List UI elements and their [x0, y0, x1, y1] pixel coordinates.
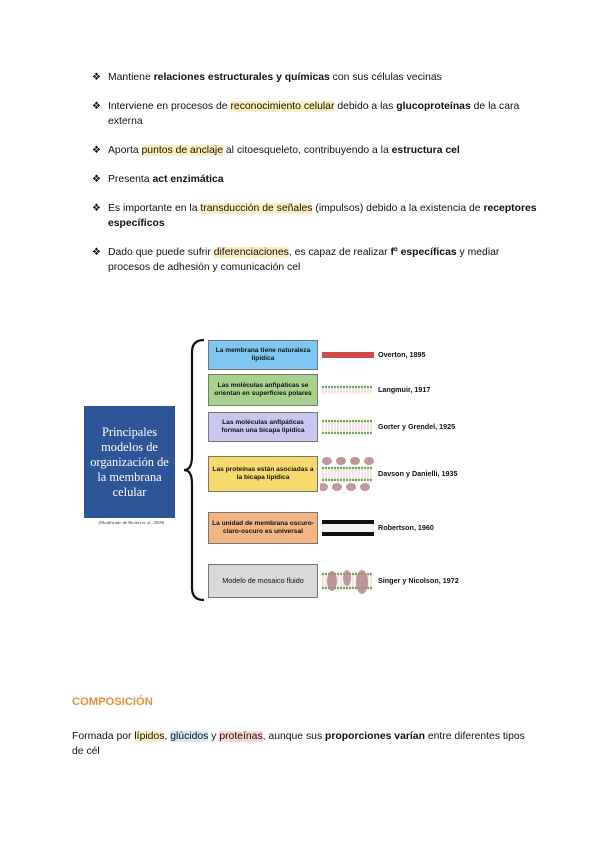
lipid-head [322, 420, 324, 422]
bullet-item [92, 245, 542, 275]
diagram-caption: (Modificado de Becker et al., 2009) [98, 520, 165, 525]
section-heading: COMPOSICIÓN [72, 696, 153, 708]
protein-blob [327, 571, 337, 591]
membrane-layer [322, 352, 374, 358]
text-run: y [208, 731, 220, 742]
bullet-list [92, 70, 542, 289]
diamond-bullet-icon: ❖ [92, 101, 101, 112]
lipid-head [343, 420, 345, 422]
lipid-head [370, 420, 372, 422]
lipid-head [328, 420, 330, 422]
lipid-head [352, 386, 354, 388]
text-run: Es importante en la [108, 203, 201, 214]
lipid-head [355, 432, 357, 434]
highlighted-text: puntos de anclaje [141, 145, 223, 156]
lipid-head [325, 479, 327, 481]
diagram-title: Principales modelos de organización de la membrana celular [90, 424, 169, 499]
lipid-head [325, 432, 327, 434]
model-label: La membrana tiene naturaleza lipídica [215, 346, 311, 362]
membrane-model-icon [320, 409, 376, 445]
text-run: Formada por [72, 731, 135, 742]
bold-text: glucoproteínas [396, 101, 471, 112]
lipid-head [325, 386, 327, 388]
composition-paragraph [72, 729, 532, 759]
lipid-head [370, 573, 372, 575]
lipid-head [334, 386, 336, 388]
lipid-head [370, 479, 372, 481]
lipid-head [352, 587, 354, 589]
lipid-head [367, 432, 369, 434]
lipid-head [322, 479, 324, 481]
highlighted-text: reconocimiento celular [230, 101, 335, 112]
lipid-head [337, 587, 339, 589]
text-run: , [164, 731, 171, 742]
lipid-head [361, 479, 363, 481]
membrane-model-icon [320, 509, 376, 547]
lipid-head [337, 386, 339, 388]
diagram-title-box [84, 406, 175, 518]
lipid-head [364, 432, 366, 434]
diamond-bullet-icon: ❖ [92, 203, 101, 214]
lipid-head [358, 467, 360, 469]
lipid-head [352, 479, 354, 481]
highlighted-text: lípidos [134, 731, 165, 742]
diamond-bullet-icon: ❖ [92, 247, 101, 258]
lipid-head [355, 420, 357, 422]
lipid-head [325, 587, 327, 589]
lipid-head [361, 432, 363, 434]
model-label: Las proteínas están asociadas a la bicapa lipídica [212, 465, 314, 481]
lipid-head [337, 573, 339, 575]
lipid-head [367, 420, 369, 422]
bold-text: fº específicas [390, 247, 457, 258]
text-run: al citoesqueleto, contribuyendo a la [222, 145, 392, 156]
bullet-item [92, 99, 542, 129]
lipid-head [322, 386, 324, 388]
highlighted-text: glúcidos [170, 731, 209, 742]
bullet-item [92, 172, 542, 187]
lipid-head [343, 432, 345, 434]
lipid-head [328, 386, 330, 388]
lipid-head [370, 432, 372, 434]
lipid-head [364, 479, 366, 481]
lipid-head [367, 479, 369, 481]
lipid-head [340, 479, 342, 481]
lipid-head [358, 386, 360, 388]
lipid-head [322, 467, 324, 469]
lipid-head [355, 467, 357, 469]
bold-text: receptores específicos [108, 203, 537, 229]
lipid-head [343, 587, 345, 589]
diamond-bullet-icon: ❖ [92, 145, 101, 156]
lipid-head [331, 432, 333, 434]
bullet-item [92, 201, 542, 231]
lipid-head [349, 467, 351, 469]
lipid-head [337, 432, 339, 434]
membrane-layer [322, 520, 374, 524]
lipid-head [334, 420, 336, 422]
lipid-head [367, 386, 369, 388]
lipid-head [352, 432, 354, 434]
lipid-head [328, 432, 330, 434]
text-run: , es capaz de realizar [288, 247, 391, 258]
lipid-head [325, 573, 327, 575]
lipid-head [340, 386, 342, 388]
text-run: Dado que puede sufrir [108, 247, 214, 258]
text-run: Mantiene [108, 72, 154, 83]
membrane-model-icon [320, 561, 376, 601]
lipid-head [340, 573, 342, 575]
text-run: , aunque sus [262, 731, 326, 742]
lipid-head [355, 479, 357, 481]
lipid-head [352, 467, 354, 469]
model-author: Overton, 1895 [378, 350, 426, 359]
lipid-head [349, 479, 351, 481]
lipid-head [340, 467, 342, 469]
lipid-head [331, 467, 333, 469]
text-run: (impulsos) debido a la existencia de [312, 203, 484, 214]
protein-blob [343, 570, 351, 586]
lipid-head [364, 386, 366, 388]
lipid-head [370, 386, 372, 388]
model-label: Las moléculas anfipáticas forman una bicapa lipídica [221, 418, 305, 434]
lipid-head [334, 432, 336, 434]
model-box [208, 340, 318, 370]
model-box [208, 512, 318, 544]
model-author: Gorter y Grendel, 1925 [378, 422, 456, 431]
protein-blob [356, 570, 368, 594]
lipid-head [364, 467, 366, 469]
bullet-item [92, 70, 542, 85]
model-author: Langmuir, 1917 [378, 385, 431, 394]
membrane-model-icon [320, 371, 376, 409]
lipid-head [346, 420, 348, 422]
lipid-head [355, 386, 357, 388]
lipid-head [349, 420, 351, 422]
lipid-head [349, 386, 351, 388]
highlighted-text: proteínas [219, 731, 263, 742]
model-author: Robertson, 1960 [378, 523, 434, 532]
lipid-head [349, 587, 351, 589]
protein-blob [346, 483, 356, 491]
model-label: Las moléculas anfipáticas se orientan en superficies polares [214, 381, 312, 397]
lipid-head [370, 587, 372, 589]
model-author: Singer y Nicolson, 1972 [378, 576, 459, 585]
lipid-head [337, 467, 339, 469]
protein-blob [332, 483, 342, 491]
lipid-head [340, 432, 342, 434]
lipid-head [367, 573, 369, 575]
lipid-head [355, 573, 357, 575]
lipid-head [346, 467, 348, 469]
lipid-head [334, 479, 336, 481]
protein-blob [360, 483, 370, 491]
lipid-head [364, 420, 366, 422]
text-run: Interviene en procesos de [108, 101, 231, 112]
lipid-head [322, 432, 324, 434]
lipid-head [352, 420, 354, 422]
protein-blob [364, 457, 374, 465]
model-author: Davson y Danielli, 1935 [378, 469, 458, 478]
membrane-layer [322, 532, 374, 536]
highlighted-text: diferenciaciones [213, 247, 289, 258]
model-box [208, 412, 318, 442]
highlighted-text: transducción de señales [200, 203, 313, 214]
lipid-head [358, 420, 360, 422]
bold-text: proporciones varían [325, 731, 425, 742]
lipid-head [358, 479, 360, 481]
protein-blob [350, 457, 360, 465]
lipid-head [328, 467, 330, 469]
lipid-head [343, 386, 345, 388]
membrane-model-icon [320, 337, 376, 373]
lipid-head [352, 573, 354, 575]
lipid-head [370, 467, 372, 469]
lipid-head [325, 420, 327, 422]
lipid-head [361, 467, 363, 469]
model-label: La unidad de membrana oscuro-claro-oscuro es universal [212, 519, 314, 535]
lipid-head [346, 386, 348, 388]
lipid-head [334, 467, 336, 469]
lipid-head [358, 432, 360, 434]
protein-blob [322, 457, 332, 465]
lipid-head [361, 420, 363, 422]
text-run: Presenta [108, 174, 153, 185]
membrane-layer [322, 524, 374, 532]
lipid-head [337, 479, 339, 481]
bold-text: act enzimática [152, 174, 224, 185]
text-run: debido a las [334, 101, 397, 112]
lipid-head [322, 573, 324, 575]
diamond-bullet-icon: ❖ [92, 72, 101, 83]
bold-text: estructura cel [391, 145, 460, 156]
lipid-head [331, 479, 333, 481]
model-box [208, 456, 318, 492]
text-run: y mediar procesos de adhesión y comunicación cel [108, 247, 500, 273]
protein-blob [336, 457, 346, 465]
lipid-head [343, 479, 345, 481]
bullet-item [92, 143, 542, 158]
lipid-head [361, 386, 363, 388]
lipid-head [325, 467, 327, 469]
lipid-head [331, 386, 333, 388]
lipid-head [337, 420, 339, 422]
lipid-head [340, 587, 342, 589]
protein-blob [320, 483, 328, 491]
model-box [208, 374, 318, 406]
text-run: entre diferentes tipos de cél [72, 731, 525, 757]
lipid-head [322, 587, 324, 589]
lipid-head [349, 432, 351, 434]
lipid-head [367, 467, 369, 469]
model-box [208, 564, 318, 598]
text-run: Aporta [108, 145, 142, 156]
lipid-head [328, 479, 330, 481]
membrane-model-icon [320, 453, 376, 495]
model-label: Modelo de mosaico fluido [222, 575, 304, 585]
lipid-head [340, 420, 342, 422]
lipid-head [346, 432, 348, 434]
text-run: de la cara externa [108, 101, 520, 127]
lipid-head [343, 467, 345, 469]
bold-text: relaciones estructurales y químicas [153, 72, 330, 83]
curly-brace-icon [182, 336, 206, 604]
lipid-head [331, 420, 333, 422]
diamond-bullet-icon: ❖ [92, 174, 101, 185]
lipid-head [346, 587, 348, 589]
lipid-head [346, 479, 348, 481]
text-run: con sus células vecinas [329, 72, 442, 83]
